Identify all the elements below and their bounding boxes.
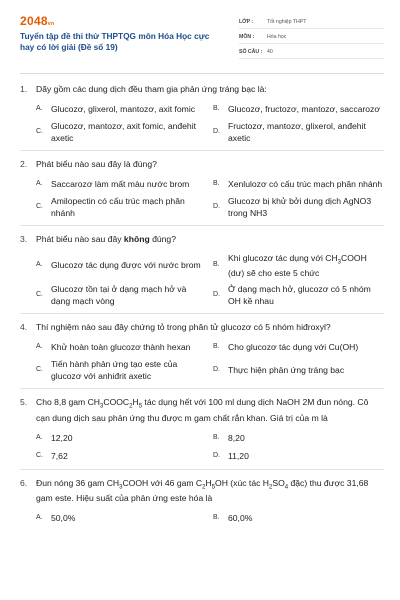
option-text: 8,20: [228, 432, 245, 443]
option-text: 11,20: [228, 450, 249, 461]
option-text: Fructozơ, mantozơ, glixerol, anđehit axetic: [228, 120, 366, 143]
question-text: Thí nghiệm nào sau đây chứng tỏ trong phân tử glucozơ có 5 nhóm hiđroxyl?: [36, 322, 331, 332]
answer-options: [20, 511, 384, 525]
question-number: 2.: [20, 158, 28, 169]
option-label: D.: [213, 202, 220, 210]
option-label: B.: [213, 179, 220, 187]
document-meta: [239, 14, 384, 61]
question-stem: [20, 477, 384, 506]
option-label: B.: [213, 514, 220, 522]
answer-option-b[interactable]: [213, 252, 384, 279]
answer-option-a[interactable]: [36, 340, 207, 354]
option-label: A.: [36, 433, 43, 441]
question-number: 5.: [20, 396, 28, 407]
meta-key: LỚP :: [239, 19, 254, 25]
option-label: D.: [213, 366, 220, 374]
option-text: 7,62: [51, 450, 68, 461]
option-label: B.: [213, 261, 220, 269]
question-3: [20, 233, 384, 314]
question-1: [20, 83, 384, 151]
answer-option-d[interactable]: [213, 195, 384, 219]
option-label: A.: [36, 514, 43, 522]
question-stem: [20, 83, 384, 96]
meta-value: Hóa học: [267, 34, 287, 40]
answer-options: [20, 102, 384, 144]
answer-option-b[interactable]: [213, 431, 384, 445]
answer-option-a[interactable]: [36, 252, 207, 279]
document-header: [20, 14, 384, 74]
logo-suffix: vn: [47, 21, 55, 27]
answer-option-c[interactable]: [36, 449, 207, 463]
header-left: [20, 14, 225, 61]
meta-value: Tốt nghiệp THPT: [267, 19, 307, 25]
answer-options: [20, 252, 384, 307]
option-text: Saccarozơ làm mất màu nước brom: [51, 178, 190, 189]
option-text: Glucozơ tồn tại ở dạng mạch hở và dạng mạch vòng: [51, 283, 187, 306]
meta-row-class: [239, 16, 384, 29]
meta-key: MÔN :: [239, 34, 255, 40]
option-text: Glucozơ bị khử bởi dung dịch AgNO3 trong NH3: [228, 195, 372, 218]
question-number: 3.: [20, 233, 28, 244]
answer-option-b[interactable]: [213, 511, 384, 525]
question-text: Dãy gồm các dung dịch đều tham gia phản ứng tráng bạc là:: [36, 84, 267, 94]
answer-option-c[interactable]: [36, 195, 207, 219]
option-label: A.: [36, 104, 43, 112]
meta-row-count: [239, 46, 384, 59]
option-label: C.: [36, 366, 43, 374]
question-number: 1.: [20, 84, 28, 94]
meta-row-subject: [239, 31, 384, 44]
option-text: Ở dạng mạch hở, glucozơ có 5 nhóm OH kề nhau: [228, 283, 371, 306]
emphasis-not: không: [123, 233, 150, 244]
question-stem: [20, 233, 384, 246]
option-label: A.: [36, 342, 43, 350]
option-label: D.: [213, 451, 220, 459]
option-text: 12,20: [51, 432, 73, 443]
answer-options: [20, 340, 384, 382]
answer-option-a[interactable]: [36, 102, 207, 116]
option-label: C.: [36, 128, 43, 136]
option-text: Glucozơ, fructozơ, mantozơ, saccarozơ: [228, 103, 380, 114]
answer-option-d[interactable]: [213, 120, 384, 144]
answer-option-a[interactable]: [36, 431, 207, 445]
answer-option-c[interactable]: [36, 283, 207, 307]
question-5: [20, 396, 384, 470]
option-text: Glucozơ, mantozơ, axit fomic, anđehit axetic: [51, 120, 197, 143]
option-text: 50,0%: [51, 513, 76, 524]
option-label: D.: [213, 128, 220, 136]
meta-value: 40: [267, 49, 273, 55]
answer-option-c[interactable]: [36, 358, 207, 382]
answer-option-c[interactable]: [36, 120, 207, 144]
option-label: B.: [213, 104, 220, 112]
question-list: [20, 83, 384, 531]
answer-option-a[interactable]: [36, 177, 207, 191]
meta-key: SỐ CÂU :: [239, 49, 263, 55]
question-text: Cho 8,8 gam $CH_3COOC_2H_5$ tác dụng hết với 100 ml dung dịch NaOH 2M đun nóng. Cô cạn dung dịch sau phản ứng thu được m gam chất rắn khan. Giá trị của m là: [36, 396, 369, 423]
option-text: Thực hiện phản ứng tráng bạc: [228, 364, 345, 375]
question-text: Phát biểu nào sau đây là đúng?: [36, 158, 157, 169]
option-label: B.: [213, 433, 220, 441]
question-text: Đun nóng 36 gam $CH_3COOH$ với 46 gam $C_2H_5OH$ (xúc tác $H_2SO_4$ đặc) thu được 31,68 gam este. Hiệu suất của phản ứng este hóa là: [36, 477, 369, 504]
option-label: D.: [213, 291, 220, 299]
answer-option-d[interactable]: [213, 449, 384, 463]
answer-option-d[interactable]: [213, 358, 384, 382]
question-stem: [20, 321, 384, 334]
question-4: [20, 321, 384, 389]
option-text: 60,0%: [228, 513, 253, 524]
option-text: Amilopectin có cấu trúc mạch phân nhánh: [51, 195, 185, 218]
answer-option-b[interactable]: [213, 177, 384, 191]
answer-option-a[interactable]: [36, 511, 207, 525]
question-stem: [20, 158, 384, 171]
option-text: Cho glucozơ tác dụng với Cu(OH): [228, 341, 359, 352]
option-label: C.: [36, 451, 43, 459]
option-text: Khử hoàn toàn glucozơ thành hexan: [51, 341, 191, 352]
question-6: [20, 477, 384, 532]
option-text: Khi glucozơ tác dụng với $CH_3COOH$ (dư) sẽ cho este 5 chức: [228, 252, 367, 278]
answer-option-b[interactable]: [213, 102, 384, 116]
option-text: Glucozơ, glixerol, mantozơ, axit fomic: [51, 103, 196, 114]
question-stem: [20, 396, 384, 425]
option-label: B.: [213, 342, 220, 350]
question-2: [20, 158, 384, 226]
option-label: C.: [36, 291, 43, 299]
answer-options: [20, 177, 384, 219]
option-text: Tiến hành phản ứng tạo este của glucozơ với anhiđrit axetic: [51, 358, 178, 381]
site-logo[interactable]: 2048vn: [20, 14, 55, 28]
question-number: 4.: [20, 322, 28, 332]
answer-options: [20, 431, 384, 463]
option-text: Glucozơ tác dụng được với nước brom: [51, 260, 201, 271]
option-text: Xenlulozơ có cấu trúc mạch phân nhánh: [228, 178, 383, 189]
answer-option-d[interactable]: [213, 283, 384, 307]
option-label: A.: [36, 179, 43, 187]
option-label: C.: [36, 202, 43, 210]
question-number: 6.: [20, 477, 28, 488]
question-text: Phát biểu nào sau đây không đúng?: [36, 233, 176, 244]
option-label: A.: [36, 261, 43, 269]
answer-option-b[interactable]: [213, 340, 384, 354]
document-title: Tuyển tập đề thi thử THPTQG môn Hóa Học cực hay có lời giải (Đề số 19): [20, 31, 210, 52]
